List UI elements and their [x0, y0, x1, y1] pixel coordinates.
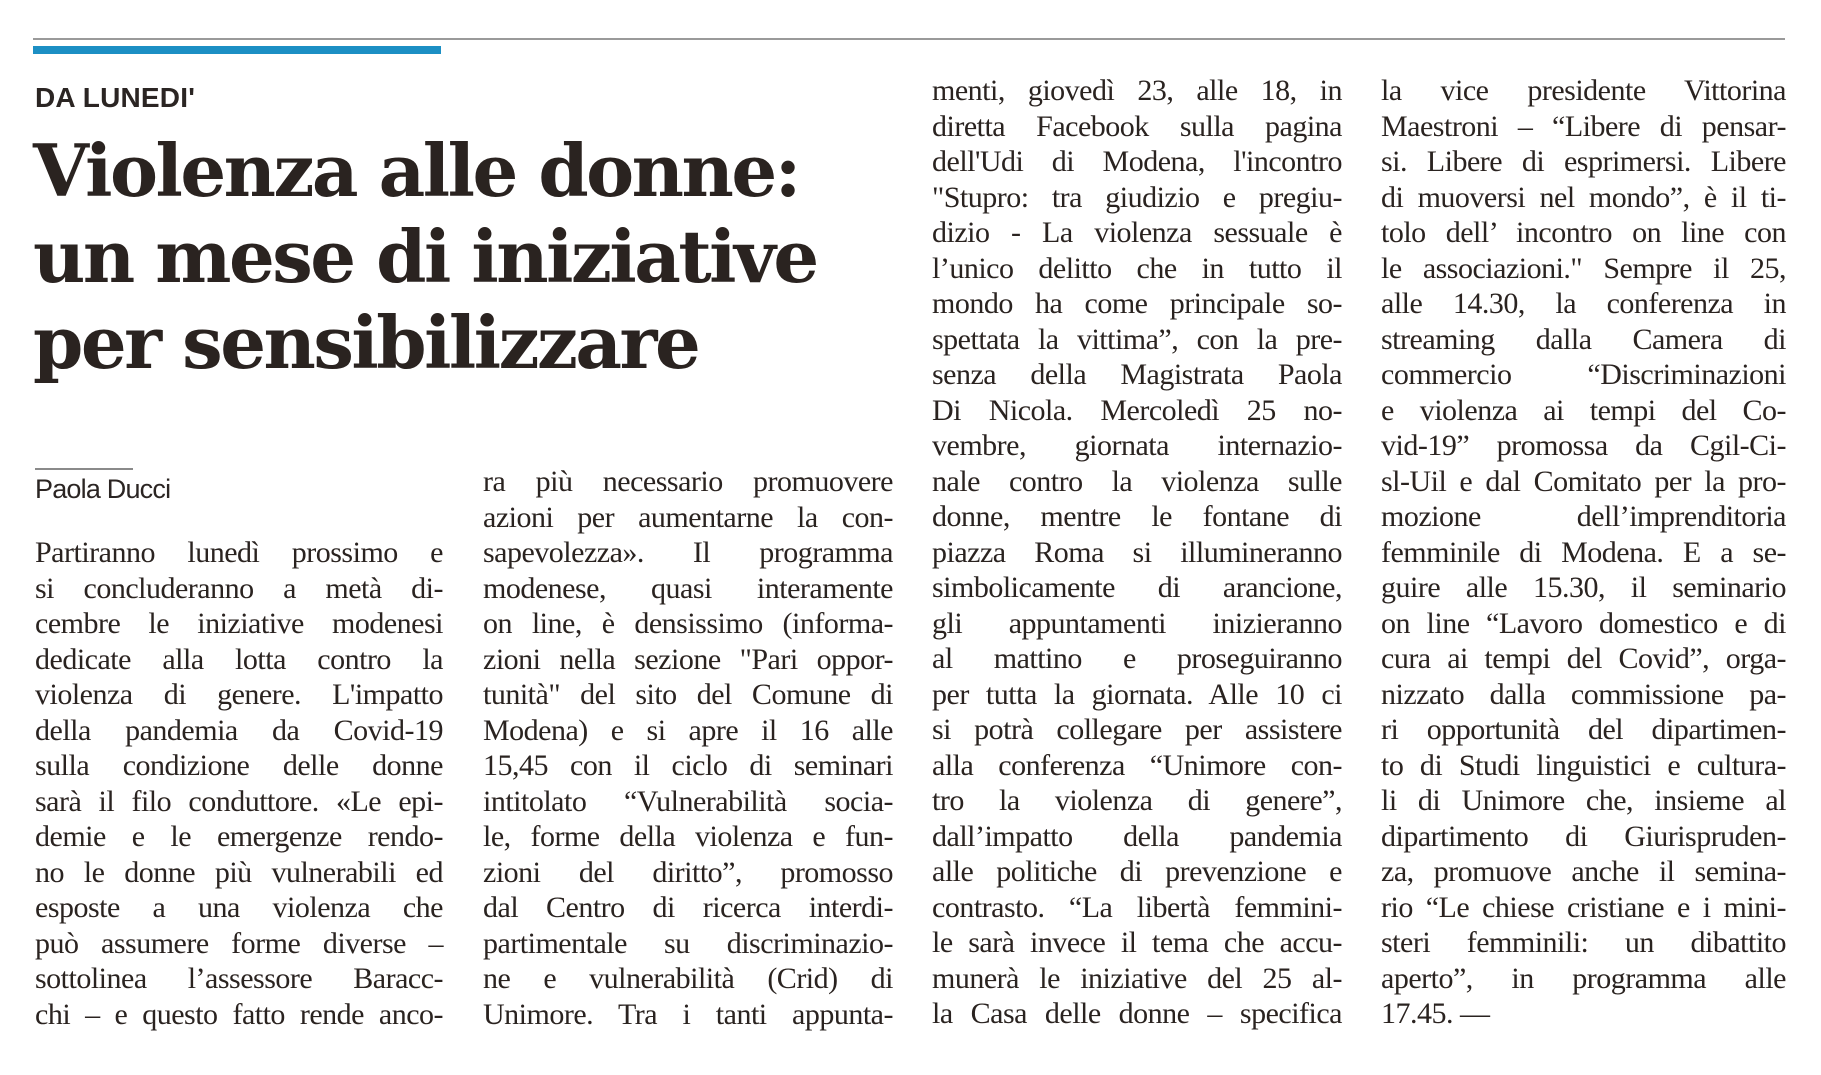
text-line: alla conferenza “Unimore con-	[932, 748, 1342, 782]
text-line: Unimore. Tra i tanti appunta-	[483, 997, 893, 1031]
text-line: si potrà collegare per assistere	[932, 713, 1342, 746]
text-line: sapevolezza». Il programma	[483, 536, 893, 569]
text-line: piazza Roma si illumineranno	[932, 535, 1342, 569]
text-line: zioni nella sezione "Pari oppor-	[483, 642, 893, 676]
text-line: dipartimento di Giurispruden-	[1381, 819, 1786, 853]
text-line: le sarà invece il tema che accu-	[932, 926, 1342, 959]
top-rule	[33, 38, 1785, 40]
byline-rule	[35, 468, 133, 470]
text-line: dal Centro di ricerca interdi-	[483, 891, 893, 924]
text-line: zioni del diritto”, promosso	[483, 855, 893, 889]
text-line: Modena) e si apre il 16 alle	[483, 713, 893, 747]
article-column-3	[932, 73, 1342, 1032]
text-line: di muoversi nel mondo”, è il ti-	[1381, 180, 1786, 214]
text-line: commercio “Discriminazioni	[1381, 358, 1786, 391]
text-line: azioni per aumentarne la con-	[483, 500, 893, 534]
headline-line: per sensibilizzare	[33, 300, 699, 385]
text-line: ri opportunità del dipartimen-	[1381, 713, 1786, 746]
text-line: dell'Udi di Modena, l'incontro	[932, 145, 1342, 178]
text-line: mondo ha come principale so-	[932, 287, 1342, 320]
text-line: on line, è densissimo (informa-	[483, 607, 893, 640]
text-line: sulla condizione delle donne	[35, 749, 443, 782]
text-line: Partiranno lunedì prossimo e	[35, 536, 443, 569]
text-line: cura ai tempi del Covid”, orga-	[1381, 642, 1786, 675]
text-line: intitolato “Vulnerabilità socia-	[483, 784, 893, 818]
text-line: steri femminili: un dibattito	[1381, 926, 1786, 959]
text-line: dall’impatto della pandemia	[932, 819, 1342, 853]
headline-line: Violenza alle donne:	[33, 128, 799, 213]
text-line: Maestroni – “Libere di pensar-	[1381, 109, 1786, 143]
article-column-4	[1381, 73, 1786, 1032]
text-line: za, promuove anche il semina-	[1381, 855, 1786, 888]
text-line: sarà il filo conduttore. «Le epi-	[35, 784, 443, 818]
text-line: per tutta la giornata. Alle 10 ci	[932, 677, 1342, 711]
text-line: l’unico delitto che in tutto il	[932, 251, 1342, 285]
text-line: rio “Le chiese cristiane e i mini-	[1381, 890, 1786, 924]
text-line: si. Libere di esprimersi. Libere	[1381, 145, 1786, 178]
text-line: sl-Uil e dal Comitato per la pro-	[1381, 464, 1786, 498]
text-line: al mattino e proseguiranno	[932, 642, 1342, 675]
text-line: alle politiche di prevenzione e	[932, 855, 1342, 888]
text-line: sottolinea l’assessore Baracc-	[35, 962, 443, 995]
headline	[33, 128, 913, 386]
text-line: dizio - La violenza sessuale è	[932, 216, 1342, 249]
text-line: tunità" del sito del Comune di	[483, 678, 893, 711]
text-line: ne e vulnerabilità (Crid) di	[483, 962, 893, 995]
text-line: vid-19” promossa da Cgil-Ci-	[1381, 429, 1786, 462]
text-line: alle 14.30, la conferenza in	[1381, 287, 1786, 320]
text-line: "Stupro: tra giudizio e pregiu-	[932, 180, 1342, 214]
text-line: Di Nicola. Mercoledì 25 no-	[932, 393, 1342, 427]
text-line: esposte a una violenza che	[35, 891, 443, 924]
text-line: 15,45 con il ciclo di seminari	[483, 749, 893, 782]
text-line: violenza di genere. L'impatto	[35, 678, 443, 711]
text-line: tro la violenza di genere”,	[932, 784, 1342, 817]
text-line: mozione dell’imprenditoria	[1381, 500, 1786, 533]
text-line: la vice presidente Vittorina	[1381, 74, 1786, 107]
text-line: partimentale su discriminazio-	[483, 926, 893, 960]
text-line: simbolicamente di arancione,	[932, 571, 1342, 604]
text-line: si concluderanno a metà di-	[35, 571, 443, 605]
text-line: menti, giovedì 23, alle 18, in	[932, 74, 1342, 107]
kicker: DA LUNEDI'	[35, 82, 196, 113]
text-line: diretta Facebook sulla pagina	[932, 109, 1342, 143]
text-line: può assumere forme diverse –	[35, 926, 443, 960]
text-line: chi – e questo fatto rende anco-	[35, 997, 443, 1031]
text-line: gli appuntamenti inizieranno	[932, 606, 1342, 640]
headline-line: un mese di iniziative	[33, 214, 817, 299]
text-line: demie e le emergenze rendo-	[35, 820, 443, 853]
text-line: nale contro la violenza sulle	[932, 464, 1342, 498]
text-line: nizzato dalla commissione pa-	[1381, 677, 1786, 711]
text-line: ra più necessario promuovere	[483, 465, 893, 498]
text-line: on line “Lavoro domestico e di	[1381, 606, 1786, 640]
text-line: donne, mentre le fontane di	[932, 500, 1342, 533]
text-line: li di Unimore che, insieme al	[1381, 784, 1786, 817]
text-line: tolo dell’ incontro on line con	[1381, 216, 1786, 249]
text-line: della pandemia da Covid-19	[35, 713, 443, 747]
article-column-1	[35, 535, 443, 1032]
text-line: munerà le iniziative del 25 al-	[932, 961, 1342, 995]
text-line: no le donne più vulnerabili ed	[35, 855, 443, 889]
article-column-2	[483, 464, 893, 1032]
text-line: le, forme della violenza e fun-	[483, 820, 893, 853]
text-line: vembre, giornata internazio-	[932, 429, 1342, 462]
text-line: le associazioni." Sempre il 25,	[1381, 251, 1786, 285]
text-line: guire alle 15.30, il seminario	[1381, 571, 1786, 604]
text-line: la Casa delle donne – specifica	[932, 997, 1342, 1030]
text-line: to di Studi linguistici e cultura-	[1381, 748, 1786, 782]
text-line: modenese, quasi interamente	[483, 571, 893, 605]
text-line: dedicate alla lotta contro la	[35, 642, 443, 676]
text-line: spettata la vittima”, con la pre-	[932, 322, 1342, 356]
text-line: 17.45. —	[1381, 997, 1490, 1030]
byline: Paola Ducci	[35, 474, 171, 504]
text-line: aperto”, in programma alle	[1381, 961, 1786, 995]
text-line: senza della Magistrata Paola	[932, 358, 1342, 391]
text-line: streaming dalla Camera di	[1381, 322, 1786, 356]
text-line: e violenza ai tempi del Co-	[1381, 393, 1786, 427]
text-line: contrasto. “La libertà femmini-	[932, 890, 1342, 924]
text-line: cembre le iniziative modenesi	[35, 607, 443, 640]
text-line: femminile di Modena. E a se-	[1381, 535, 1786, 569]
section-accent-bar	[33, 46, 441, 54]
